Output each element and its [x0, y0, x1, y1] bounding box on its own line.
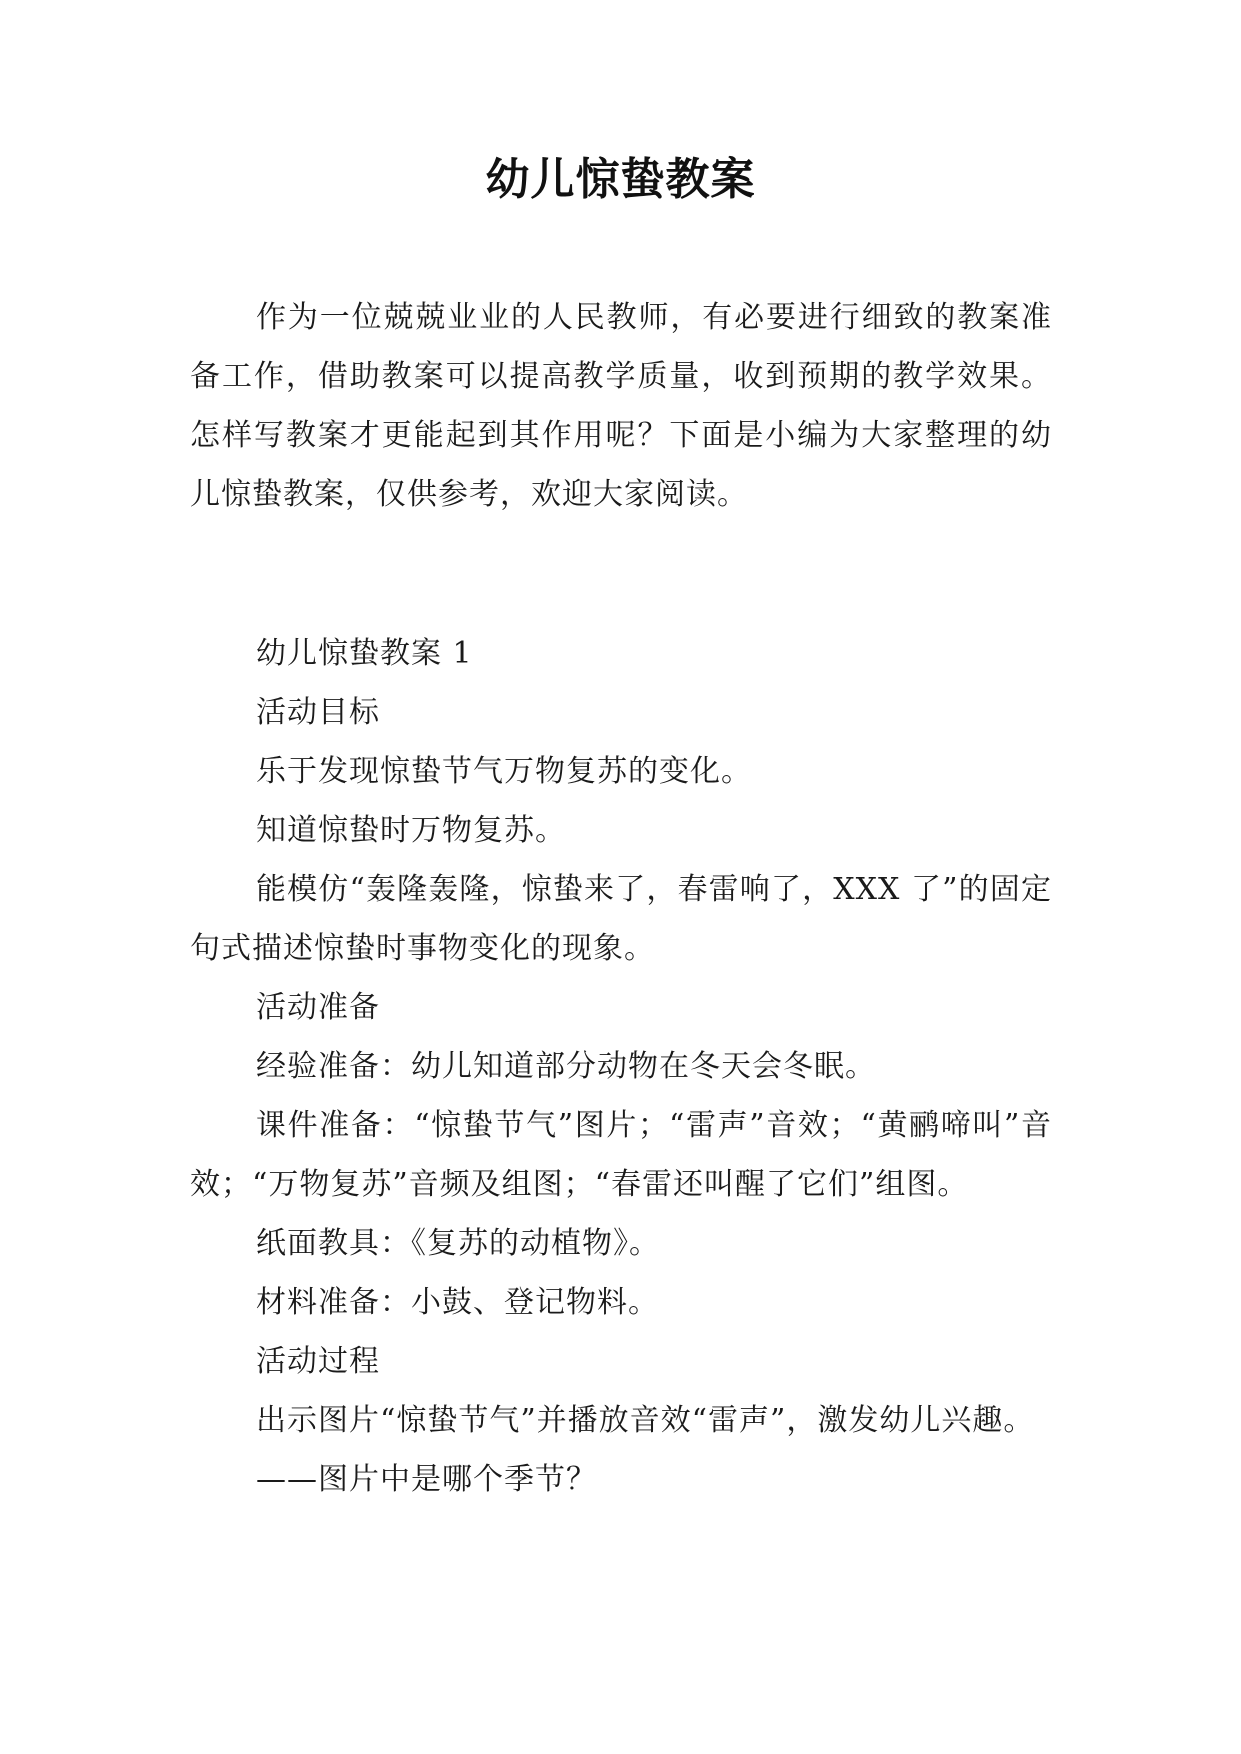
heading-activity-goals: 活动目标 — [256, 695, 380, 730]
preparation-item: 材料准备：小鼓、登记物料。 — [256, 1285, 659, 1320]
process-question: ——图片中是哪个季节？ — [256, 1462, 597, 1497]
goal-item: 知道惊蛰时万物复苏。 — [256, 813, 566, 848]
document-body — [190, 288, 1052, 1509]
section-gap — [190, 524, 1052, 624]
document-title: 幼儿惊蛰教案 — [485, 154, 756, 205]
goal-item: 乐于发现惊蛰节气万物复苏的变化。 — [256, 754, 752, 789]
preparation-item: 经验准备：幼儿知道部分动物在冬天会冬眠。 — [256, 1049, 876, 1084]
heading-activity-process: 活动过程 — [256, 1344, 380, 1379]
preparation-item: 纸面教具：《复苏的动植物》。 — [256, 1226, 660, 1261]
preparation-item: 课件准备：“惊蛰节气”图片；“雷声”音效；“黄鹂啼叫”音效；“万物复苏”音频及组图；“春雷还叫醒了它们”组图。 — [190, 1108, 1052, 1202]
section-heading-lesson-1: 幼儿惊蛰教案 1 — [256, 636, 473, 671]
heading-activity-preparation: 活动准备 — [256, 990, 380, 1025]
intro-paragraph: 作为一位兢兢业业的人民教师，有必要进行细致的教案准备工作，借助教案可以提高教学质量，收到预期的教学效果。怎样写教案才更能起到其作用呢？下面是小编为大家整理的幼儿惊蛰教案，仅供参考，欢迎大家阅读。 — [190, 300, 1052, 512]
process-step: 出示图片“惊蛰节气”并播放音效“雷声”，激发幼儿兴趣。 — [256, 1403, 1035, 1438]
goal-item: 能模仿“轰隆轰隆，惊蛰来了，春雷响了，XXX 了”的固定句式描述惊蛰时事物变化的现象。 — [190, 872, 1052, 966]
